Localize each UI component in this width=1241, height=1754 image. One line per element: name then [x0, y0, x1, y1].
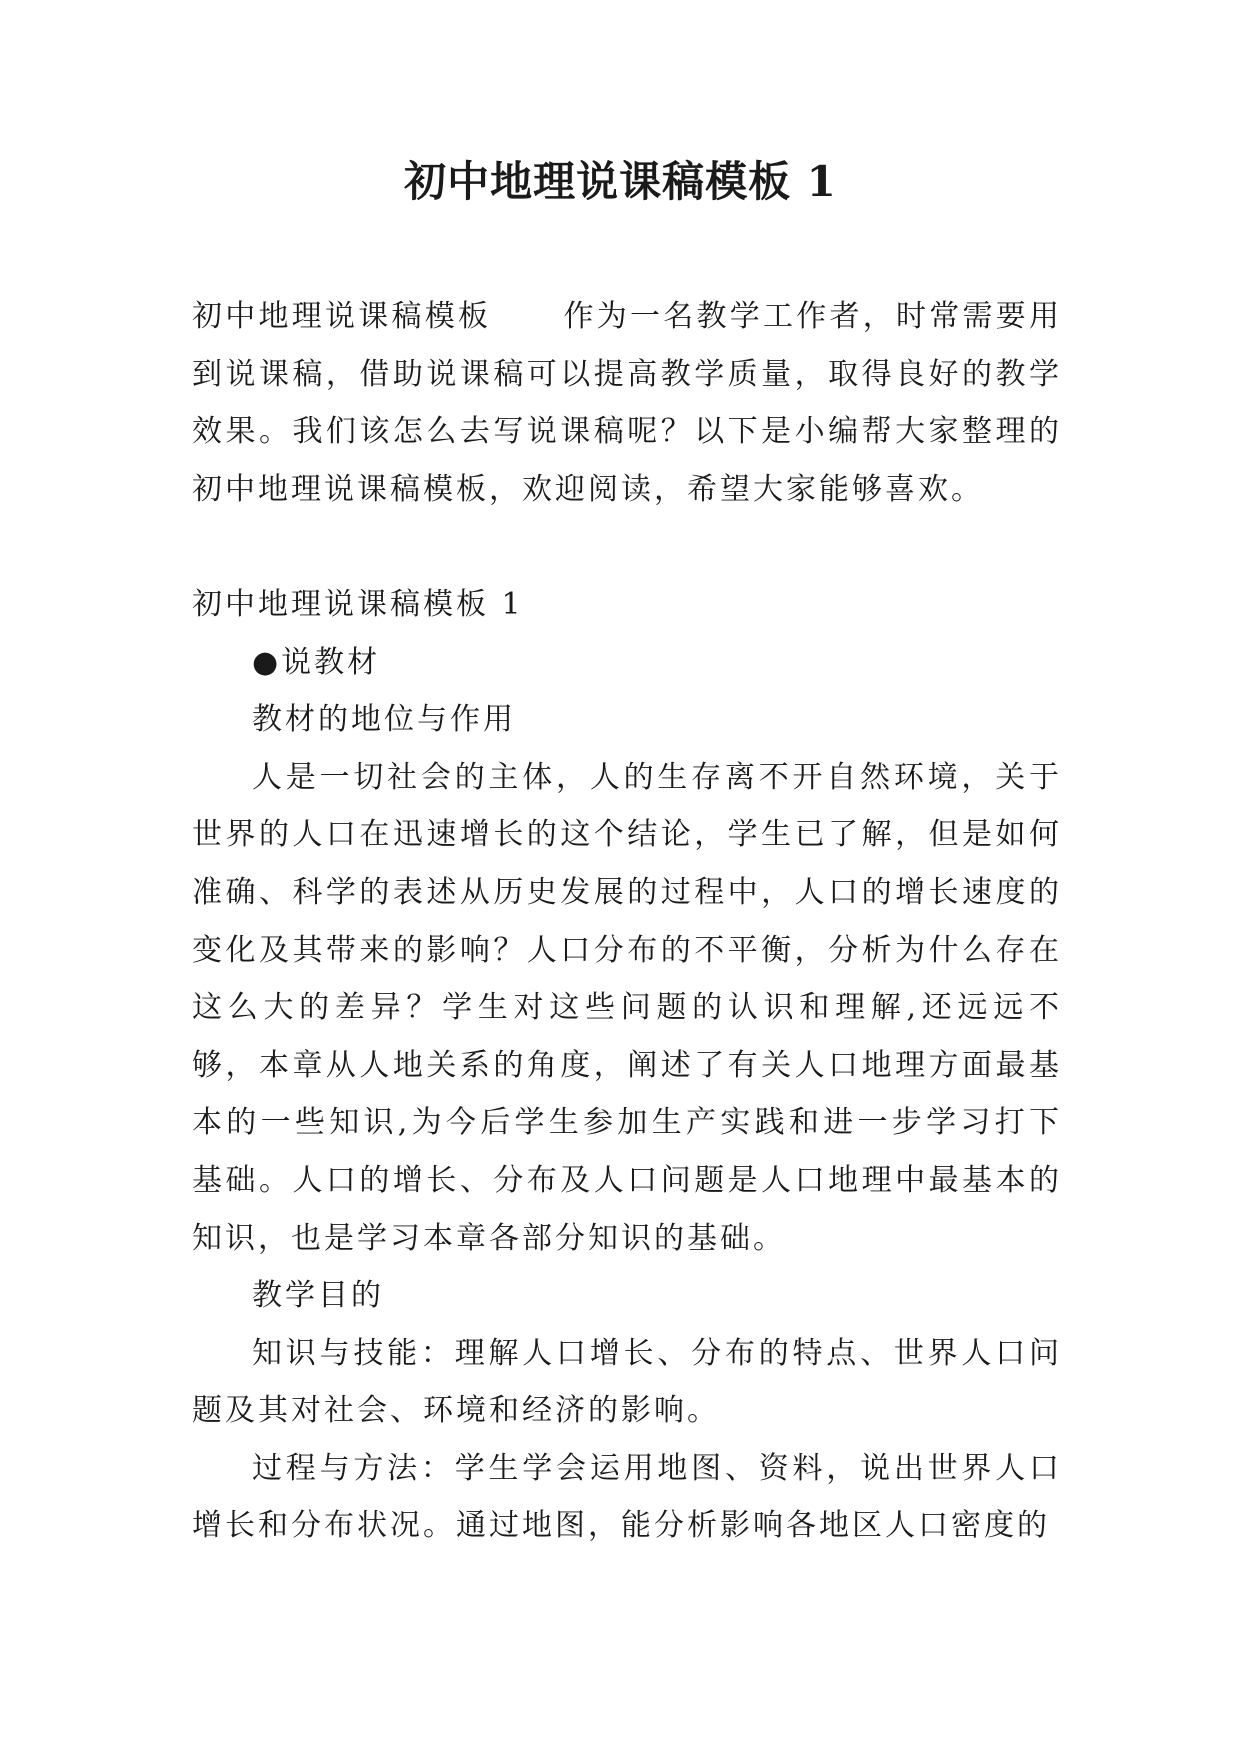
document-body — [192, 288, 1062, 1555]
intro-text: 作为一名教学工作者，时常需要用到说课稿，借助说课稿可以提高教学质量，取得良好的教学效果。我们该怎么去写说课稿呢？以下是小编帮大家整理的初中地理说课稿模板，欢迎阅读，希望大家能够喜欢。 — [192, 299, 1062, 507]
paragraph-status-role: 人是一切社会的主体，人的生存离不开自然环境，关于世界的人口在迅速增长的这个结论，学生已了解，但是如何准确、科学的表述从历史发展的过程中，人口的增长速度的变化及其带来的影响？人口分布的不平衡，分析为什么存在这么大的差异？学生对这些问题的认识和理解,还远远不够，本章从人地关系的角度，阐述了有关人口地理方面最基本的一些知识,为今后学生参加生产实践和进一步学习打下基础。人口的增长、分布及人口问题是人口地理中最基本的知识，也是学习本章各部分知识的基础。 — [192, 759, 1062, 1256]
heading-teaching-material: ●说教材 — [252, 644, 381, 680]
paragraph-process-methods: 过程与方法：学生学会运用地图、资料，说出世界人口增长和分布状况。通过地图，能分析影响各地区人口密度的 — [192, 1450, 1062, 1544]
subheading-teaching-objective: 教学目的 — [252, 1278, 384, 1314]
paragraph-knowledge-skills: 知识与技能：理解人口增长、分布的特点、世界人口问题及其对社会、环境和经济的影响。 — [192, 1335, 1062, 1429]
intro-lead: 初中地理说课稿模板 — [192, 299, 492, 334]
document-title: 初中地理说课稿模板 1 — [404, 157, 837, 206]
intro-paragraph — [192, 288, 1062, 518]
subheading-status-role: 教材的地位与作用 — [252, 702, 516, 738]
section-title: 初中地理说课稿模板 1 — [192, 586, 524, 622]
